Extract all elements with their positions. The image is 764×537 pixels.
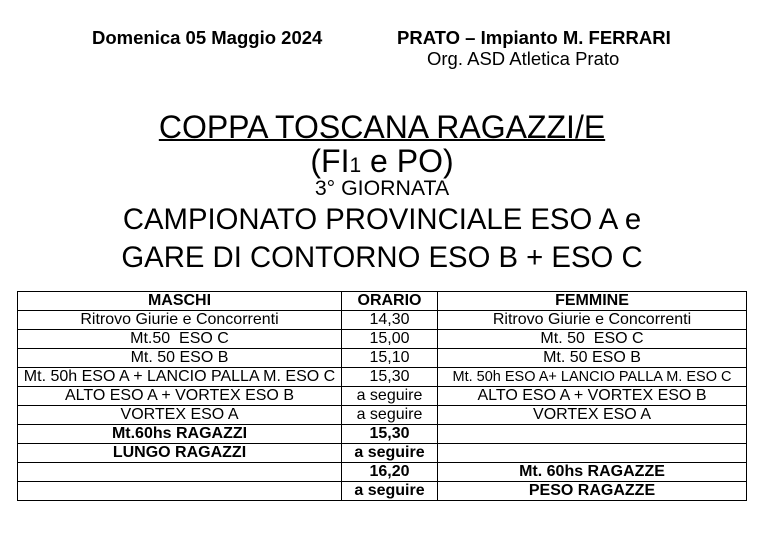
orario-cell: a seguire	[342, 482, 438, 501]
femmine-cell	[438, 425, 747, 444]
orario-cell: a seguire	[342, 406, 438, 425]
table-row	[18, 330, 747, 349]
side-events-line: GARE DI CONTORNO ESO B + ESO C	[121, 241, 643, 274]
event-venue: PRATO – Impianto M. FERRARI	[397, 27, 671, 48]
table-row	[18, 387, 747, 406]
femmine-cell: PESO RAGAZZE	[438, 482, 747, 501]
femmine-cell: Mt. 50 ESO C	[438, 330, 747, 349]
header-orario: ORARIO	[342, 292, 438, 311]
schedule-table	[17, 291, 747, 501]
maschi-cell: VORTEX ESO A	[18, 406, 342, 425]
orario-cell: 14,30	[342, 311, 438, 330]
maschi-cell: Mt. 50h ESO A + LANCIO PALLA M. ESO C	[18, 368, 342, 387]
maschi-cell: Mt.60hs RAGAZZI	[18, 425, 342, 444]
championship-line: CAMPIONATO PROVINCIALE ESO A e	[122, 203, 642, 236]
table-row	[18, 425, 747, 444]
femmine-cell: VORTEX ESO A	[438, 406, 747, 425]
orario-cell: a seguire	[342, 444, 438, 463]
table-row	[18, 482, 747, 501]
femmine-cell: Ritrovo Giurie e Concorrenti	[438, 311, 747, 330]
giornata-label: 3° GIORNATA	[314, 176, 450, 200]
table-row	[18, 406, 747, 425]
maschi-cell	[18, 482, 342, 501]
femmine-cell: Mt. 60hs RAGAZZE	[438, 463, 747, 482]
orario-cell: 15,10	[342, 349, 438, 368]
orario-cell: a seguire	[342, 387, 438, 406]
table-row	[18, 463, 747, 482]
table-row	[18, 349, 747, 368]
event-date: Domenica 05 Maggio 2024	[92, 27, 323, 48]
maschi-cell: ALTO ESO A + VORTEX ESO B	[18, 387, 342, 406]
orario-cell: 15,30	[342, 425, 438, 444]
orario-cell: 15,00	[342, 330, 438, 349]
femmine-cell: Mt. 50 ESO B	[438, 349, 747, 368]
femmine-cell: ALTO ESO A + VORTEX ESO B	[438, 387, 747, 406]
event-title: COPPA TOSCANA RAGAZZI/E	[158, 109, 606, 145]
event-organizer: Org. ASD Atletica Prato	[427, 48, 620, 69]
orario-cell: 15,30	[342, 368, 438, 387]
header-maschi: MASCHI	[18, 292, 342, 311]
regions-start: (FI	[310, 143, 350, 179]
table-header-row	[18, 292, 747, 311]
header-femmine: FEMMINE	[438, 292, 747, 311]
maschi-cell	[18, 463, 342, 482]
maschi-cell: Mt.50 ESO C	[18, 330, 342, 349]
table-row	[18, 311, 747, 330]
regions-end: e PO)	[361, 143, 454, 179]
table-row	[18, 368, 747, 387]
orario-cell: 16,20	[342, 463, 438, 482]
maschi-cell: Mt. 50 ESO B	[18, 349, 342, 368]
table-row	[18, 444, 747, 463]
regions-small-digit: 1	[349, 154, 362, 177]
femmine-cell	[438, 444, 747, 463]
maschi-cell: Ritrovo Giurie e Concorrenti	[18, 311, 342, 330]
maschi-cell: LUNGO RAGAZZI	[18, 444, 342, 463]
femmine-cell: Mt. 50h ESO A+ LANCIO PALLA M. ESO C	[438, 368, 747, 387]
